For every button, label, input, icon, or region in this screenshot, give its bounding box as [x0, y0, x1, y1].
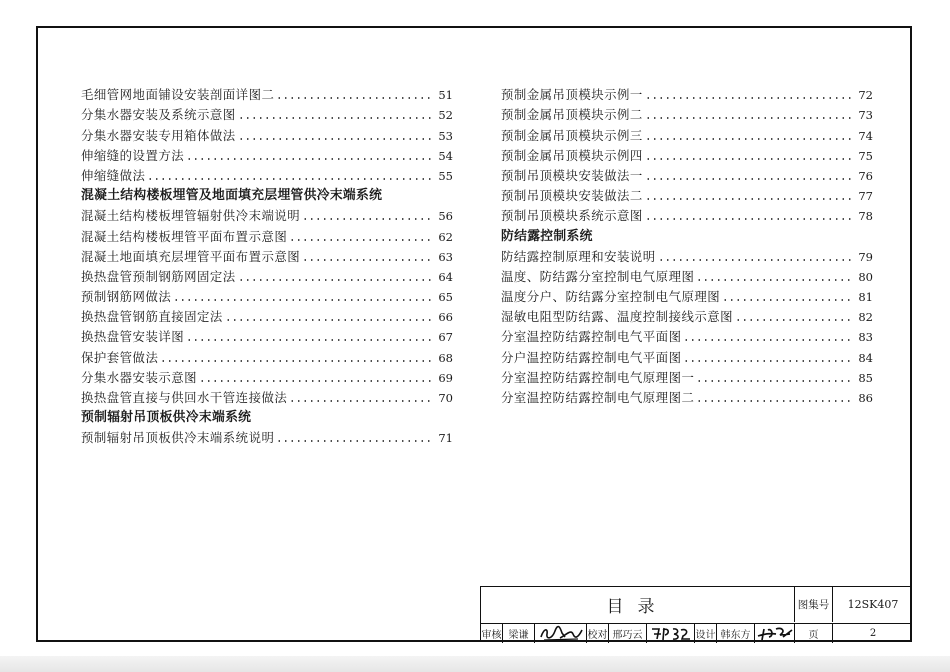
toc-section-heading: 防结露控制系统	[501, 228, 593, 244]
toc-entry[interactable]	[81, 265, 453, 285]
dot-leader	[225, 319, 435, 321]
toc-entry-title: 分室温控防结露控制电气原理图一	[501, 369, 695, 385]
dot-leader	[186, 158, 434, 160]
dot-leader	[645, 178, 855, 180]
dot-leader	[722, 299, 854, 301]
atlas-number: 12SK407	[847, 598, 899, 611]
dot-leader	[645, 158, 855, 160]
toc-entry-title: 换热盘管直接与供回水干管连接做法	[81, 390, 288, 405]
reviewer-signature	[535, 624, 587, 643]
dot-leader	[276, 97, 434, 99]
toc-entry[interactable]	[501, 83, 873, 103]
toc-entry[interactable]	[501, 265, 873, 285]
toc-entry-title: 分室温控防结露控制电气原理图二	[501, 390, 695, 405]
toc-entry[interactable]	[501, 204, 873, 224]
toc-entry[interactable]	[501, 123, 873, 143]
toc-entry-page: 82	[858, 310, 873, 325]
toc-entry-page: 74	[858, 128, 873, 143]
toc-left-column	[81, 83, 453, 446]
toc-entry[interactable]	[81, 123, 453, 143]
toc-entry-page: 83	[858, 330, 873, 345]
toc-entry-page: 73	[858, 108, 873, 123]
toc-entry-page: 54	[438, 148, 453, 163]
dot-leader	[696, 279, 854, 281]
dot-leader	[186, 339, 434, 341]
toc-entry[interactable]	[81, 325, 453, 345]
toc-entry[interactable]	[501, 164, 873, 184]
toc-entry-page: 55	[438, 168, 453, 183]
toc-entry[interactable]	[501, 144, 873, 164]
toc-entry[interactable]	[81, 204, 453, 224]
toc-entry-page: 75	[858, 148, 873, 163]
toc-entry-title: 预制金属吊顶模块示例二	[501, 107, 643, 123]
toc-entry[interactable]	[81, 144, 453, 164]
dot-leader	[276, 440, 434, 442]
toc-entry-title: 预制金属吊顶模块示例三	[501, 127, 643, 143]
toc-entry-page: 85	[858, 370, 873, 385]
toc-entry[interactable]	[81, 245, 453, 265]
toc-entry-page: 62	[438, 229, 453, 244]
toc-entry[interactable]	[81, 366, 453, 386]
review-label: 审核	[481, 624, 503, 643]
toc-entry-page: 84	[858, 350, 873, 365]
toc-entry[interactable]	[81, 164, 453, 184]
toc-entry[interactable]	[501, 325, 873, 345]
toc-entry[interactable]	[501, 345, 873, 365]
dot-leader	[645, 218, 855, 220]
dot-leader	[238, 117, 435, 119]
dot-leader	[696, 400, 854, 402]
toc-entry[interactable]	[501, 103, 873, 123]
toc-entry[interactable]	[81, 103, 453, 123]
toc-section-heading: 预制辐射吊顶板供冷末端系统	[81, 410, 252, 426]
toc-entry-page: 70	[438, 391, 453, 405]
toc-entry-title: 分集水器安装及系统示意图	[81, 107, 236, 123]
toc-entry[interactable]	[501, 305, 873, 325]
proofreader-signature	[647, 624, 695, 643]
dot-leader	[302, 218, 434, 220]
dot-leader	[302, 259, 434, 261]
dot-leader	[683, 339, 854, 341]
dot-leader	[645, 198, 855, 200]
designer-name: 韩东方	[717, 624, 755, 643]
dot-leader	[683, 360, 854, 362]
toc-entry-title: 伸缩缝的设置方法	[81, 147, 185, 163]
toc-entry-page: 68	[438, 350, 453, 365]
dot-leader	[147, 178, 434, 180]
proof-label: 校对	[587, 624, 609, 643]
toc-entry-page: 52	[438, 108, 453, 123]
toc-entry-title: 分室温控防结露控制电气平面图	[501, 329, 682, 345]
toc-entry-page: 56	[438, 209, 453, 224]
toc-entry-title: 混凝土地面填充层埋管平面布置示意图	[81, 248, 301, 264]
toc-entry[interactable]	[81, 224, 453, 244]
title-block-header-row	[481, 587, 912, 624]
toc-entry-page: 53	[438, 128, 453, 143]
toc-entry-title: 预制吊顶模块系统示意图	[501, 208, 643, 224]
toc-entry-title: 湿敏电阻型防结露、温度控制接线示意图	[501, 309, 734, 325]
page-number: 2	[869, 628, 877, 639]
toc-entry-page: 72	[858, 88, 873, 103]
dot-leader	[199, 380, 434, 382]
toc-entry-page: 66	[438, 310, 453, 325]
toc-section-heading: 混凝土结构楼板埋管及地面填充层埋管供冷末端系统	[81, 188, 383, 204]
toc-entry-page: 51	[438, 88, 453, 103]
dot-leader	[238, 279, 435, 281]
toc-entry-page: 81	[858, 290, 873, 305]
toc-entry-title: 预制吊顶模块安装做法二	[501, 188, 643, 204]
toc-entry-page: 71	[438, 431, 453, 446]
toc-entry-title: 换热盘管钢筋直接固定法	[81, 309, 223, 325]
dot-leader	[238, 138, 435, 140]
toc-entry-title: 预制金属吊顶模块示例一	[501, 87, 643, 103]
toc-entry[interactable]	[81, 285, 453, 305]
toc-entry-page: 63	[438, 249, 453, 264]
toc-entry[interactable]	[501, 285, 873, 305]
designer-signature	[755, 624, 795, 643]
toc-entry-title: 预制辐射吊顶板供冷末端系统说明	[81, 430, 275, 446]
toc-entry-title: 预制钢筋网做法	[81, 289, 172, 305]
toc-entry[interactable]	[81, 345, 453, 365]
dot-leader	[160, 360, 434, 362]
page-label: 页	[795, 624, 833, 643]
toc-entry[interactable]	[81, 386, 453, 406]
proofreader-name: 邢巧云	[609, 624, 647, 643]
toc-entry-title: 保护套管做法	[81, 349, 159, 365]
toc-entry-title: 预制金属吊顶模块示例四	[501, 147, 643, 163]
toc-entry-title: 毛细管网地面铺设安装剖面详图二	[81, 87, 275, 103]
dot-leader	[289, 239, 434, 241]
atlas-number-label: 图集号	[795, 587, 833, 622]
toc-entry[interactable]	[81, 305, 453, 325]
toc-entry-title: 混凝土结构楼板埋管平面布置示意图	[81, 228, 288, 244]
dot-leader	[696, 380, 854, 382]
toc-entry[interactable]	[501, 245, 873, 265]
title-block-sign-row	[481, 624, 912, 643]
toc-entry-title: 分集水器安装专用箱体做法	[81, 127, 236, 143]
dot-leader	[645, 97, 855, 99]
toc-entry[interactable]	[501, 366, 873, 386]
toc-entry-title: 温度、防结露分室控制电气原理图	[501, 268, 695, 284]
toc-entry[interactable]	[81, 83, 453, 103]
toc-entry-page: 78	[858, 209, 873, 224]
dot-leader	[173, 299, 434, 301]
toc-entry-page: 69	[438, 370, 453, 385]
toc-entry-title: 防结露控制原理和安装说明	[501, 248, 656, 264]
dot-leader	[645, 138, 855, 140]
toc-entry-page: 86	[858, 391, 873, 405]
toc-entry[interactable]	[501, 386, 873, 406]
title-block	[480, 586, 912, 642]
reviewer-name: 梁谦	[503, 624, 535, 643]
dot-leader	[289, 400, 434, 402]
dot-leader	[658, 259, 855, 261]
toc-entry-page: 79	[858, 249, 873, 264]
toc-entry-title: 换热盘管安装详图	[81, 329, 185, 345]
toc-entry[interactable]	[81, 426, 453, 446]
scan-bottom-strip	[0, 656, 950, 672]
toc-entry-title: 预制吊顶模块安装做法一	[501, 167, 643, 183]
toc-entry-page: 64	[438, 269, 453, 284]
toc-right-column	[501, 83, 873, 406]
toc-entry-title: 混凝土结构楼板埋管辐射供冷末端说明	[81, 208, 301, 224]
toc-entry-title: 分集水器安装示意图	[81, 369, 198, 385]
toc-entry-page: 77	[858, 189, 873, 204]
design-label: 设计	[695, 624, 717, 643]
dot-leader	[645, 117, 855, 119]
toc-entry-title: 换热盘管预制钢筋网固定法	[81, 268, 236, 284]
toc-entry-page: 80	[858, 269, 873, 284]
toc-entry-page: 65	[438, 290, 453, 305]
toc-entry[interactable]	[501, 184, 873, 204]
page-title: 目录	[481, 587, 795, 622]
toc-entry-page: 67	[438, 330, 453, 345]
toc-entry-page: 76	[858, 168, 873, 183]
toc-entry-title: 分户温控防结露控制电气平面图	[501, 349, 682, 365]
dot-leader	[735, 319, 854, 321]
toc-entry-title: 伸缩缝做法	[81, 167, 146, 183]
toc-entry-title: 温度分户、防结露分室控制电气原理图	[501, 289, 721, 305]
